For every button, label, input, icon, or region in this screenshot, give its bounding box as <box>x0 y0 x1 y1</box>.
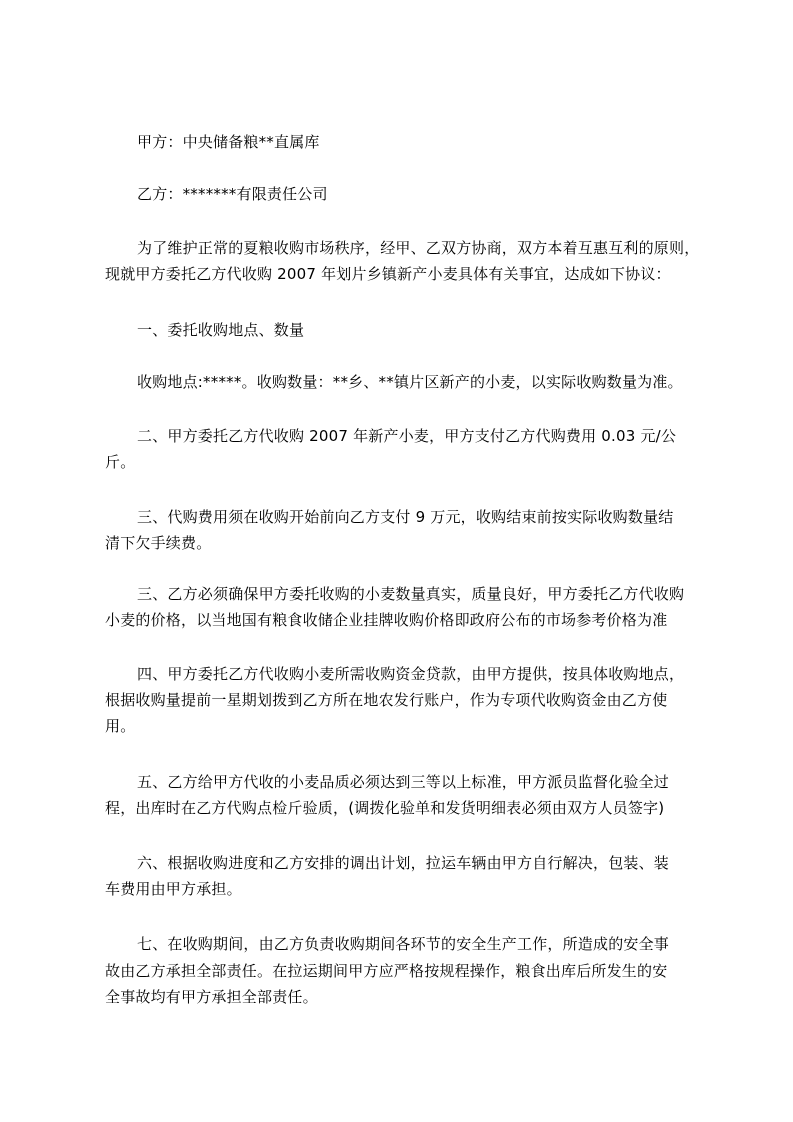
section-4-line-1: 四、甲方委托乙方代收购小麦所需收购资金贷款，由甲方提供，按具体收购地点， <box>137 665 685 683</box>
section-5-line-2: 程，出库时在乙方代购点检斤验质，(调拨化验单和发货明细表必须由双方人员签字) <box>105 799 665 817</box>
section-2-line-1: 二、甲方委托乙方代收购 2007 年新产小麦，甲方支付乙方代购费用 0.03 元/公 <box>137 427 677 445</box>
preamble-line-1: 为了维护正常的夏粮收购市场秩序，经甲、乙双方协商，双方本着互惠互利的原则， <box>137 239 700 257</box>
section-4-line-2: 根据收购量提前一星期划拨到乙方所在地农发行账户，作为专项代收购资金由乙方使 <box>105 691 668 709</box>
section-3b-line-1: 三、乙方必须确保甲方委托收购的小麦数量真实，质量良好，甲方委托乙方代收购 <box>137 585 685 603</box>
section-3b-line-2: 小麦的价格，以当地国有粮食收储企业挂牌收购价格即政府公布的市场参考价格为准 <box>105 611 668 629</box>
section-4-line-3: 用。 <box>105 717 136 735</box>
preamble-line-2: 现就甲方委托乙方代收购 2007 年划片乡镇新产小麦具体有关事宜，达成如下协议： <box>105 265 671 283</box>
section-1-body: 收购地点:*****。收购数量：**乡、**镇片区新产的小麦，以实际收购数量为准。 <box>137 373 683 391</box>
section-6-line-2: 车费用由甲方承担。 <box>105 880 242 898</box>
section-5-line-1: 五、乙方给甲方代收的小麦品质必须达到三等以上标准，甲方派员监督化验全过 <box>137 773 670 791</box>
section-7-line-1: 七、在收购期间，由乙方负责收购期间各环节的安全生产工作，所造成的安全事 <box>137 935 670 953</box>
party-a-line: 甲方：中央储备粮**直属库 <box>137 133 320 151</box>
section-3a-line-2: 清下欠手续费。 <box>105 534 212 552</box>
section-1-title: 一、委托收购地点、数量 <box>137 321 305 339</box>
party-b-line: 乙方：*******有限责任公司 <box>137 185 328 203</box>
section-3a-line-1: 三、代购费用须在收购开始前向乙方支付 9 万元，收购结束前按实际收购数量结 <box>137 508 674 526</box>
section-7-line-3: 全事故均有甲方承担全部责任。 <box>105 988 318 1006</box>
section-7-line-2: 故由乙方承担全部责任。在拉运期间甲方应严格按规程操作，粮食出库后所发生的安 <box>105 962 668 980</box>
section-6-line-1: 六、根据收购进度和乙方安排的调出计划，拉运车辆由甲方自行解决，包装、装 <box>137 854 670 872</box>
section-2-line-2: 斤。 <box>105 453 136 471</box>
